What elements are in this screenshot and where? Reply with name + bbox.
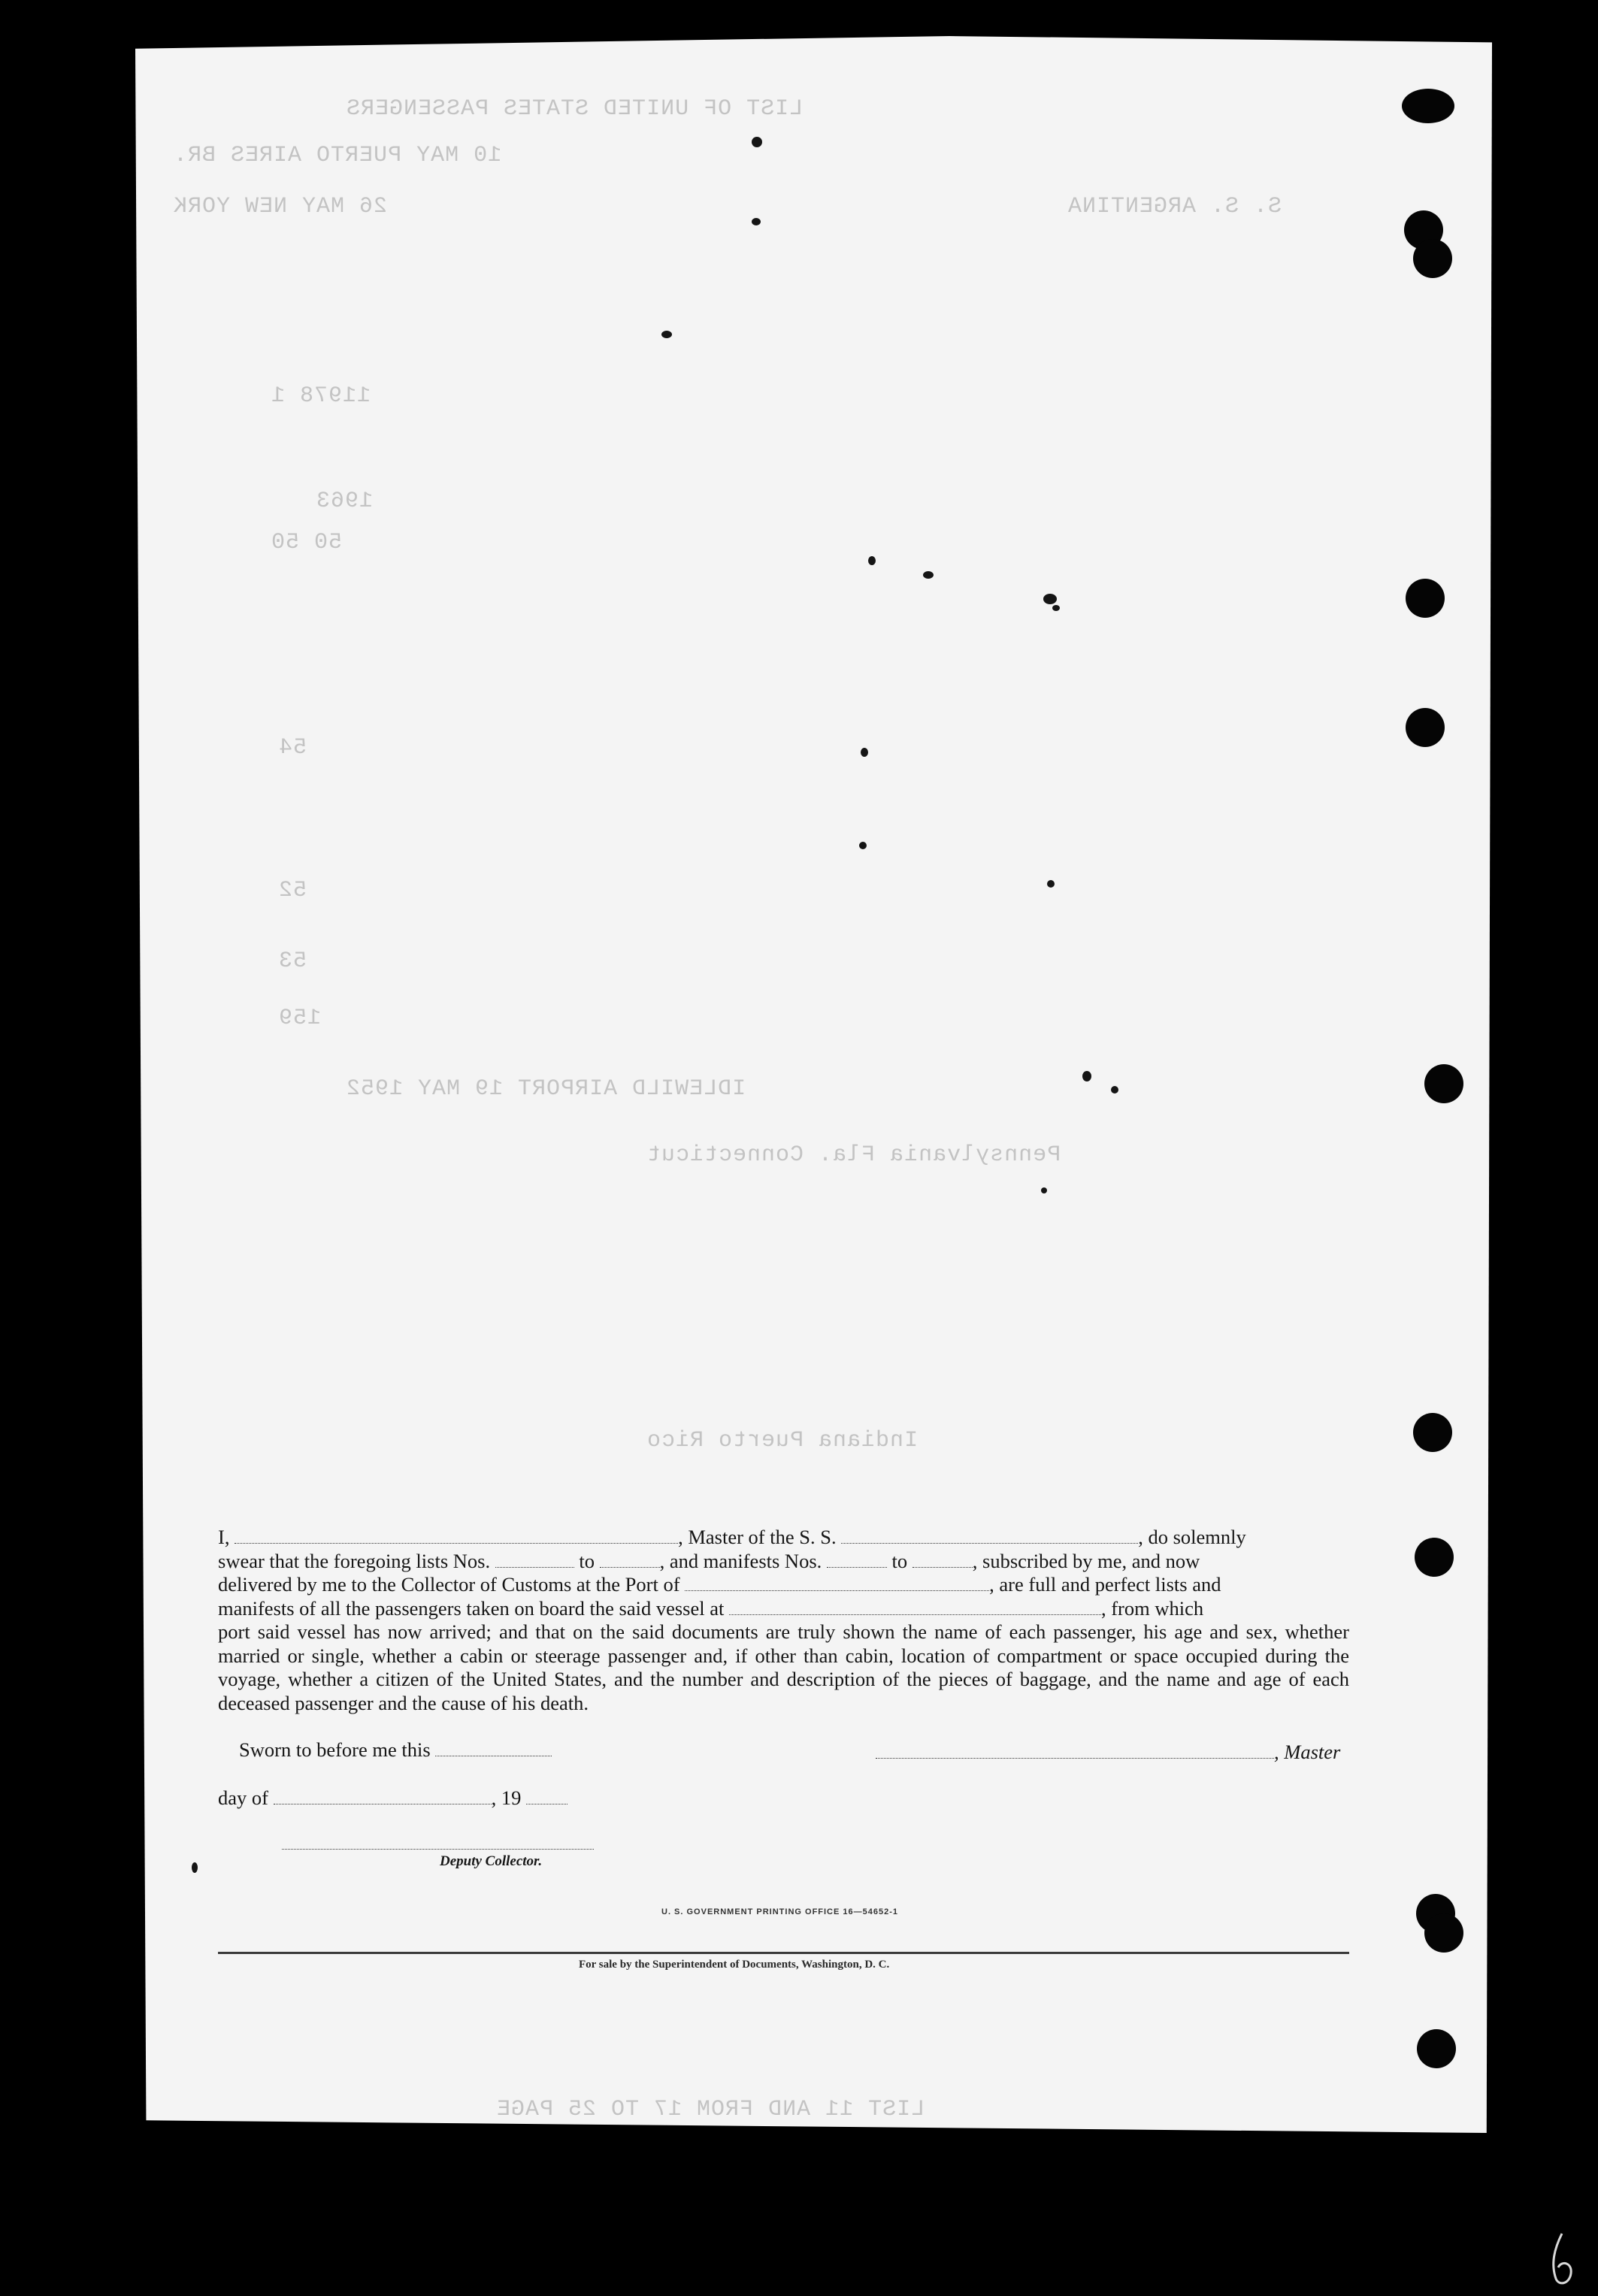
ink-speck — [923, 571, 934, 579]
punch-hole — [1406, 708, 1445, 747]
printing-office-imprint: U. S. GOVERNMENT PRINTING OFFICE 16—54652-1 — [661, 1907, 899, 1916]
departure-port-blank — [729, 1599, 1101, 1615]
master-name-blank — [235, 1528, 678, 1544]
ink-speck — [1111, 1086, 1118, 1094]
bleed-text: 53 — [278, 948, 307, 974]
ink-speck — [752, 137, 762, 147]
footer-rule — [218, 1952, 1349, 1954]
punch-hole — [1424, 1913, 1463, 1953]
oath-text: , subscribed by me, and now — [972, 1549, 1200, 1572]
oath-line-1 — [218, 1526, 1349, 1550]
bleed-text: Pennsylvania Fla. Connecticut — [646, 1142, 1061, 1168]
bleed-text: 50 50 — [271, 530, 343, 555]
deputy-collector-label: Deputy Collector. — [440, 1853, 543, 1869]
oath-text: delivered by me to the Collector of Customs at the Port of — [218, 1573, 680, 1596]
deputy-signature-blank — [282, 1834, 594, 1850]
sworn-day-blank — [435, 1741, 552, 1756]
oath-text: , from which — [1100, 1596, 1204, 1620]
port-blank — [685, 1575, 989, 1591]
punch-hole — [1413, 1413, 1452, 1452]
ink-speck — [1047, 880, 1055, 888]
year-blank — [526, 1789, 567, 1804]
ink-speck — [1043, 594, 1057, 604]
ink-speck — [752, 218, 761, 225]
ink-speck — [868, 556, 876, 565]
oath-body: port said vessel has now arrived; and that on the said documents are truly shown the name of each passenger, his age and sex, whether married or single, whether a cabin or steerage passenger and, if other than cabin, location of compartment or space occupied during the voyage, whether a citizen of the United States, and the number and description of the pieces of baggage, and the name and age of each deceased passenger and the cause of his death. — [218, 1620, 1349, 1714]
bleed-text: 26 MAY NEW YORK — [173, 194, 388, 219]
oath-text: , do solemnly — [1138, 1526, 1246, 1548]
oath-line-3 — [218, 1573, 1349, 1597]
ship-name-blank — [841, 1528, 1138, 1544]
oath-text: , are full and perfect lists and — [989, 1573, 1221, 1596]
handwritten-initial — [1539, 2230, 1584, 2290]
bleed-text: LIST OF UNITED STATES PASSENGERS — [346, 96, 804, 122]
punch-hole — [1402, 89, 1454, 123]
ink-speck — [861, 748, 868, 757]
for-sale-notice: For sale by the Superintendent of Documents, Washington, D. C. — [579, 1959, 890, 1971]
punch-hole — [1413, 239, 1452, 278]
oath-line-4 — [218, 1597, 1349, 1621]
master-signature-blank — [876, 1743, 1274, 1759]
bleed-text: S. S. ARGENTINA — [1067, 194, 1282, 219]
oath-text: to — [579, 1549, 595, 1572]
sworn-line — [239, 1738, 552, 1762]
oath-line-2 — [218, 1550, 1349, 1574]
oath-text: , and manifests Nos. — [659, 1549, 822, 1572]
bleed-text: 54 — [278, 735, 307, 761]
list-to-blank — [600, 1552, 660, 1568]
oath-text: to — [891, 1549, 908, 1572]
ink-speck — [661, 331, 672, 338]
bleed-text: IDLEWILD AIRPORT 19 MAY 1952 — [346, 1076, 746, 1102]
oath-text: manifests of all the passengers taken on board the said vessel at — [218, 1596, 725, 1620]
bleed-text: 159 — [278, 1006, 322, 1031]
punch-hole — [1424, 1064, 1463, 1103]
ink-speck — [1052, 605, 1060, 611]
master-signature-line — [876, 1741, 1340, 1764]
ink-speck — [1082, 1071, 1091, 1081]
day-of-text: day of — [218, 1786, 268, 1809]
sworn-text: Sworn to before me this — [239, 1738, 431, 1761]
list-from-blank — [495, 1552, 574, 1568]
manifest-from-blank — [827, 1552, 887, 1568]
punch-hole — [1406, 579, 1445, 618]
bleed-text: Indiana Puerto Rico — [646, 1428, 919, 1454]
oath-text: , Master of the S. S. — [678, 1526, 837, 1548]
ink-speck — [859, 842, 867, 849]
manifest-to-blank — [912, 1552, 973, 1568]
master-label: , Master — [1274, 1741, 1341, 1763]
date-line — [218, 1786, 567, 1810]
oath-text: swear that the foregoing lists Nos. — [218, 1549, 491, 1572]
bleed-text: 10 MAY PUERTO AIRES BR. — [173, 143, 502, 168]
punch-hole — [1415, 1538, 1454, 1577]
bleed-text: 1963 — [316, 489, 374, 514]
bleed-text: 52 — [278, 878, 307, 903]
document-page — [135, 36, 1492, 2133]
ink-speck — [1041, 1187, 1047, 1193]
ink-speck — [192, 1862, 198, 1873]
bleed-text: 11978 1 — [271, 383, 371, 409]
bleed-text: LIST 11 AND FROM 17 TO 25 PAGE — [496, 2097, 925, 2122]
year-prefix: , 19 — [491, 1786, 522, 1809]
oath-text: I, — [218, 1526, 230, 1548]
month-blank — [274, 1789, 492, 1804]
punch-hole — [1417, 2029, 1456, 2068]
oath-paragraph — [218, 1526, 1349, 1715]
